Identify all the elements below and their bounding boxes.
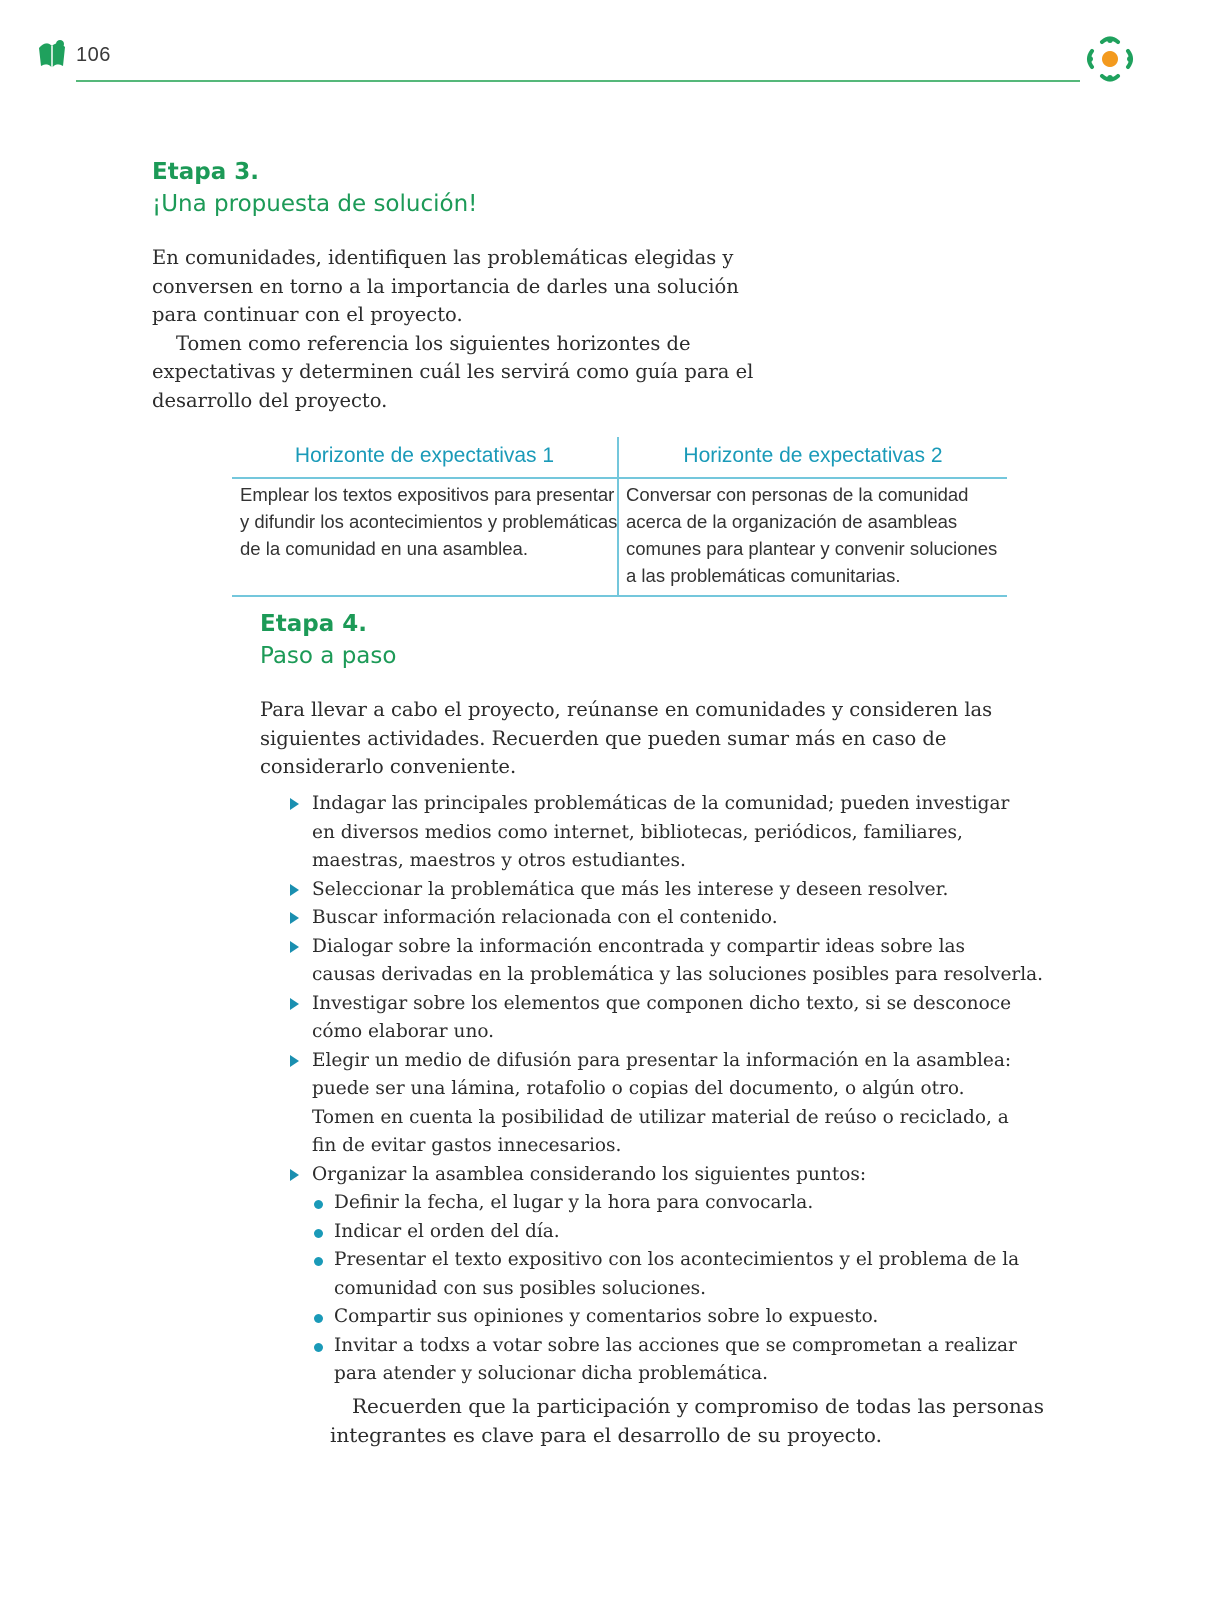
assembly-points-list — [312, 1189, 1020, 1389]
sub-list-item — [312, 1303, 988, 1332]
list-item — [288, 1047, 1012, 1161]
item-line: causas derivadas en la problemática y las soluciones posibles para resolverla. — [312, 964, 1044, 985]
paragraph-line: En comunidades, identifiquen las problemáticas elegidas y — [152, 246, 734, 269]
cell-line: Emplear los textos expositivos para presentar — [240, 484, 615, 505]
dot-bullet-icon — [314, 1257, 323, 1266]
header-rule — [76, 80, 1080, 82]
etapa3-paragraph — [152, 244, 753, 415]
community-circle-icon — [1082, 32, 1142, 86]
item-line: en diversos medios como internet, bibliotecas, periódicos, familiares, — [312, 821, 963, 843]
triangle-bullet-icon — [290, 912, 299, 924]
triangle-bullet-icon — [290, 941, 299, 953]
item-line: Investigar sobre los elementos que componen dicho texto, si se desconoce — [312, 992, 1012, 1014]
cell-line: de la comunidad en una asamblea. — [240, 538, 528, 559]
expectations-table — [232, 437, 1007, 597]
list-item — [288, 1161, 1020, 1389]
paragraph-line: expectativas y determinen cuál les servirá como guía para el — [152, 360, 754, 383]
list-item — [288, 990, 1012, 1047]
paragraph-line: considerarlo conveniente. — [260, 755, 517, 778]
dot-bullet-icon — [314, 1200, 323, 1209]
sub-list-item — [312, 1189, 988, 1218]
list-item — [288, 904, 988, 933]
table-header-1: Horizonte de expectativas 1 — [294, 444, 555, 467]
item-line: Dialogar sobre la información encontrada y compartir ideas sobre las — [312, 935, 966, 957]
item-line: Invitar a todxs a votar sobre las acciones que se comprometan a realizar — [334, 1334, 1017, 1356]
cell-line: Conversar con personas de la comunidad — [626, 484, 969, 505]
item-line: Presentar el texto expositivo con los acontecimientos y el problema de la — [334, 1249, 1020, 1270]
etapa3-subtitle: ¡Una propuesta de solución! — [152, 191, 478, 217]
paragraph-line: Tomen como referencia los siguientes horizontes de — [176, 331, 691, 355]
item-line: Tomen en cuenta la posibilidad de utilizar material de reúso o reciclado, a — [312, 1106, 1009, 1128]
table-cell-1 — [240, 481, 618, 562]
item-line: Definir la fecha, el lugar y la hora para convocarla. — [334, 1192, 814, 1213]
item-line: Compartir sus opiniones y comentarios sobre lo expuesto. — [334, 1306, 879, 1327]
table-header-2: Horizonte de expectativas 2 — [683, 444, 943, 467]
paragraph-line: Para llevar a cabo el proyecto, reúnanse en comunidades y consideren las — [260, 698, 993, 721]
sub-list-item — [312, 1218, 988, 1247]
triangle-bullet-icon — [290, 884, 299, 896]
list-item — [288, 876, 988, 905]
triangle-bullet-icon — [290, 1169, 299, 1181]
closing-paragraph — [330, 1392, 1044, 1450]
activity-list — [288, 790, 1044, 1389]
item-line: puede ser una lámina, rotafolio o copias del documento, o algún otro. — [312, 1078, 965, 1099]
cell-line: y difundir los acontecimientos y problemáticas — [240, 511, 618, 532]
list-item — [288, 790, 1010, 876]
item-line: cómo elaborar uno. — [312, 1021, 495, 1042]
page-number: 106 — [76, 44, 111, 66]
item-line: Organizar la asamblea considerando los siguientes puntos: — [312, 1163, 867, 1185]
dot-bullet-icon — [314, 1229, 323, 1238]
paragraph-line: conversen en torno a la importancia de darles una solución — [152, 274, 739, 298]
paragraph-line: desarrollo del proyecto. — [152, 388, 388, 412]
cell-line: comunes para plantear y convenir soluciones — [626, 538, 998, 559]
table-cell-2 — [626, 481, 1004, 589]
triangle-bullet-icon — [290, 998, 299, 1010]
etapa3-heading — [152, 156, 477, 220]
item-line: para atender y solucionar dicha problemática. — [334, 1363, 769, 1384]
cell-line: acerca de la organización de asambleas — [626, 511, 958, 532]
etapa4-title: Etapa 4. — [260, 611, 367, 637]
paragraph-line: siguientes actividades. Recuerden que pueden sumar más en caso de — [260, 726, 947, 750]
item-line: fin de evitar gastos innecesarios. — [312, 1135, 622, 1156]
book-leaf-icon — [36, 38, 68, 74]
item-line: Indagar las principales problemáticas de la comunidad; pueden investigar — [312, 793, 1010, 814]
table-rule-bottom — [232, 595, 1007, 597]
cell-line: a las problemáticas comunitarias. — [626, 565, 901, 586]
item-line: Seleccionar la problemática que más les interese y deseen resolver. — [312, 878, 949, 900]
table-column-divider — [617, 437, 619, 597]
paragraph-line: para continuar con el proyecto. — [152, 303, 463, 326]
sub-list-item — [312, 1332, 1017, 1389]
etapa4-subtitle: Paso a paso — [260, 643, 397, 669]
dot-bullet-icon — [314, 1343, 323, 1352]
etapa4-intro — [260, 696, 992, 782]
etapa3-title: Etapa 3. — [152, 159, 259, 185]
paragraph-line: integrantes es clave para el desarrollo de su proyecto. — [330, 1423, 882, 1447]
triangle-bullet-icon — [290, 1055, 299, 1067]
item-line: Indicar el orden del día. — [334, 1220, 560, 1242]
item-line: Elegir un medio de difusión para presentar la información en la asamblea: — [312, 1049, 1012, 1071]
sub-list-item — [312, 1246, 1020, 1303]
triangle-bullet-icon — [290, 798, 299, 810]
item-line: maestras, maestros y otros estudiantes. — [312, 850, 686, 871]
dot-bullet-icon — [314, 1314, 323, 1323]
paragraph-line: Recuerden que la participación y compromiso de todas las personas — [352, 1394, 1044, 1418]
item-line: comunidad con sus posibles soluciones. — [334, 1277, 707, 1299]
item-line: Buscar información relacionada con el contenido. — [312, 907, 778, 928]
etapa4-heading — [260, 608, 396, 672]
list-item — [288, 933, 1044, 990]
table-rule-top — [232, 477, 1007, 479]
